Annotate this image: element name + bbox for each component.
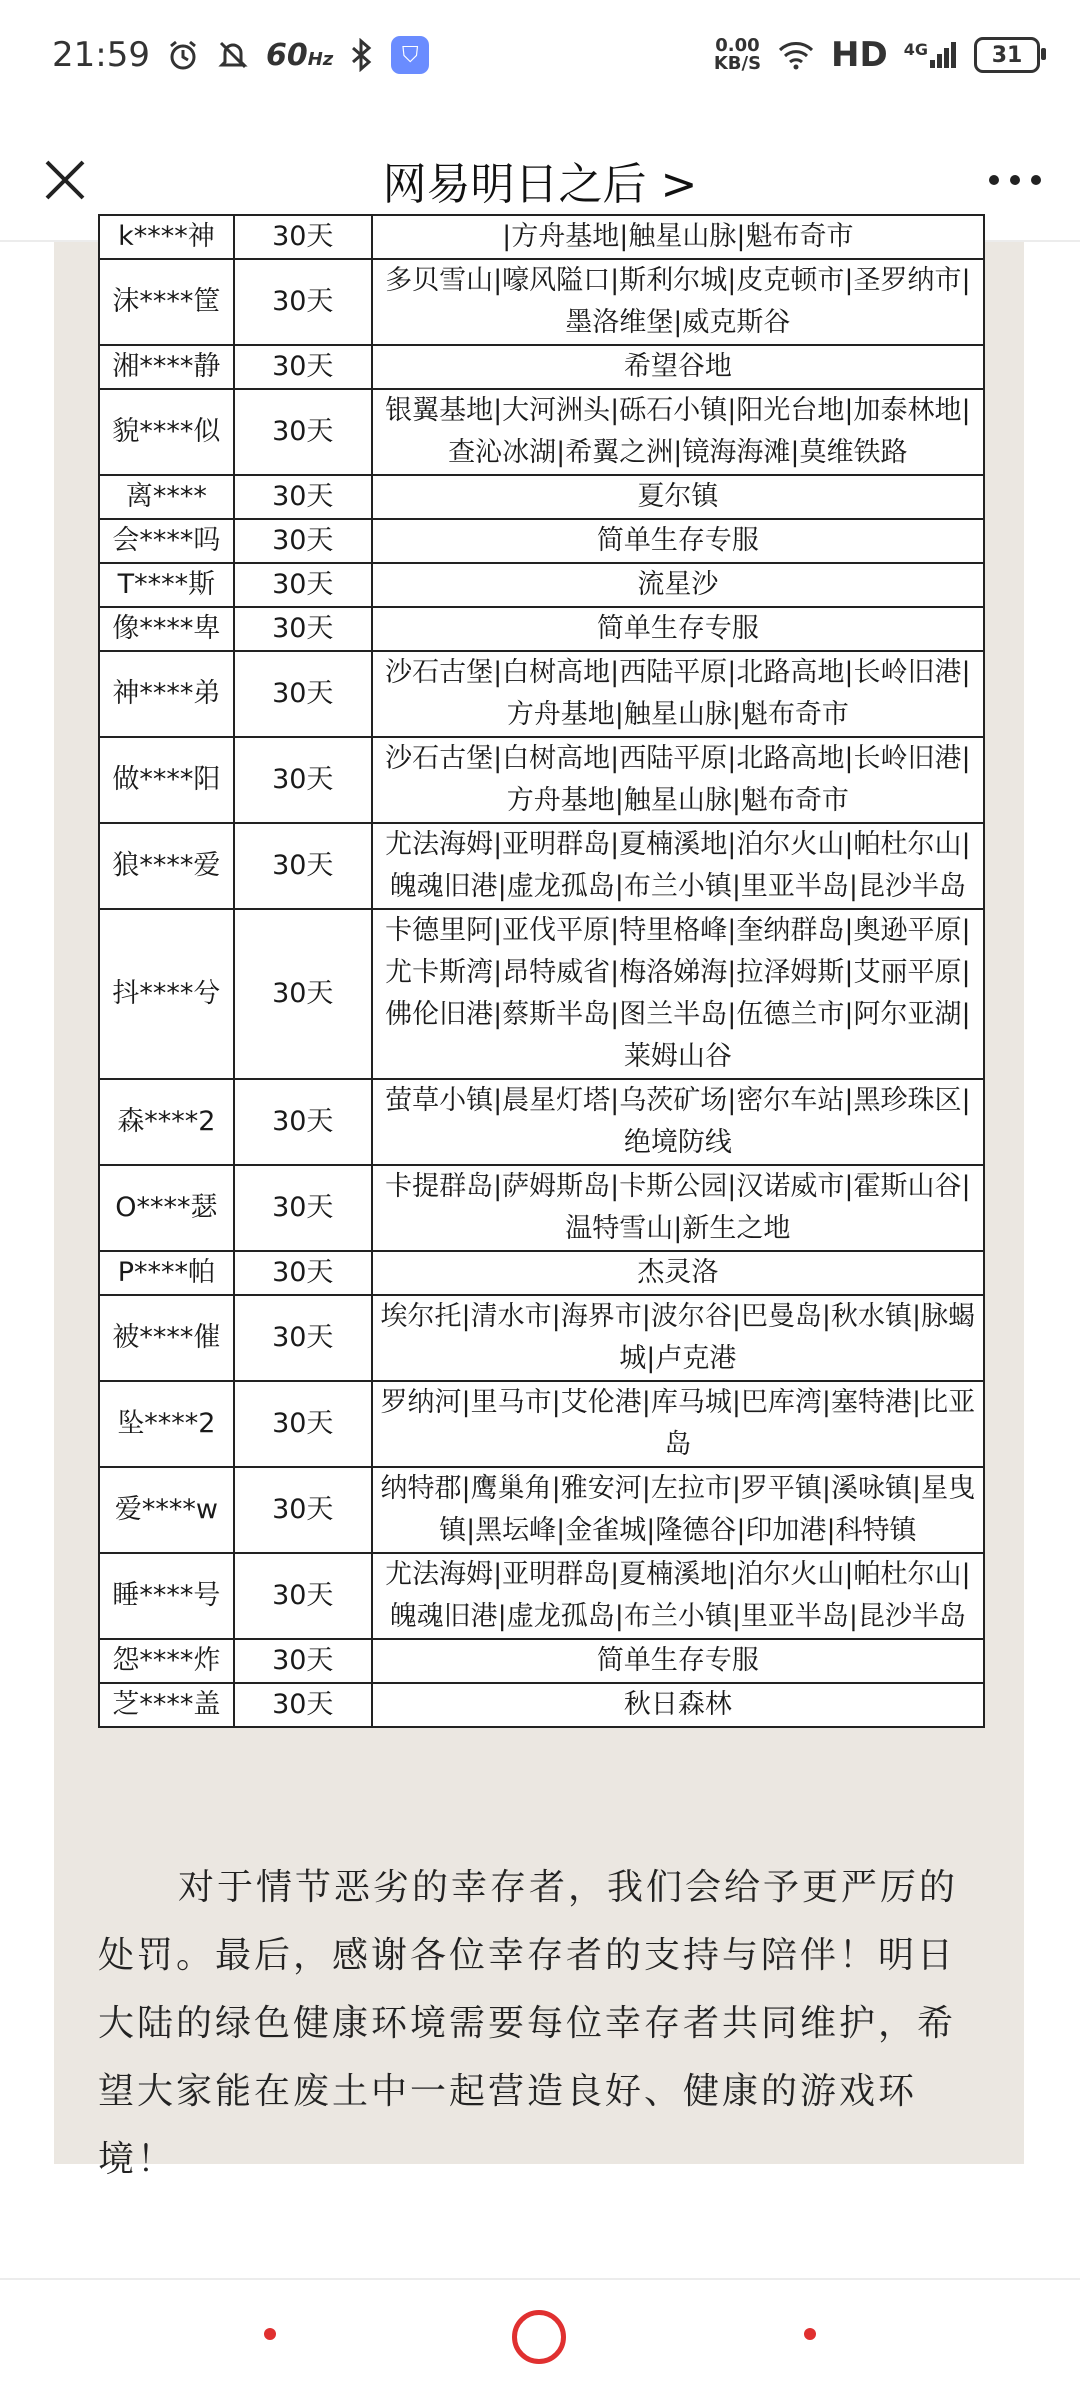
server-list-cell: 沙石古堡|白树高地|西陆平原|北路高地|长岭旧港|方舟基地|触星山脉|魁布奇市 — [372, 737, 984, 823]
table-row — [99, 1467, 984, 1553]
refresh-rate: 60Hz — [265, 37, 334, 73]
server-list-cell: 秋日森林 — [372, 1683, 984, 1727]
player-name-cell: 芝****盖 — [99, 1683, 234, 1727]
player-name-cell: T****斯 — [99, 563, 234, 607]
server-list-cell: 简单生存专服 — [372, 1639, 984, 1683]
player-name-cell: 怨****炸 — [99, 1639, 234, 1683]
player-name-cell: 做****阳 — [99, 737, 234, 823]
bottom-nav — [0, 2280, 1080, 2400]
ban-duration-cell: 30天 — [234, 1639, 372, 1683]
table-row — [99, 909, 984, 1079]
net-speed: 0.00 KB/S — [713, 35, 762, 74]
ban-duration-cell: 30天 — [234, 1467, 372, 1553]
server-list-cell: 卡德里阿|亚伐平原|特里格峰|奎纳群岛|奥逊平原|尤卡斯湾|昂特威省|梅洛娣海|拉泽姆斯|艾丽平原|佛伦旧港|蔡斯半岛|图兰半岛|伍德兰市|阿尔亚湖|莱姆山谷 — [372, 909, 984, 1079]
table-row — [99, 1553, 984, 1639]
server-list-cell: 纳特郡|鹰巢角|雅安河|左拉市|罗平镇|溪咏镇|星曳镇|黑坛峰|金雀城|隆德谷|印加港|科特镇 — [372, 1467, 984, 1553]
server-list-cell: 萤草小镇|晨星灯塔|乌茨矿场|密尔车站|黑珍珠区|绝境防线 — [372, 1079, 984, 1165]
table-row — [99, 563, 984, 607]
server-list-cell: 银翼基地|大河洲头|砾石小镇|阳光台地|加泰林地|查沁冰湖|希翼之洲|镜海海滩|莫维铁路 — [372, 389, 984, 475]
ban-duration-cell: 30天 — [234, 823, 372, 909]
player-name-cell: 貌****似 — [99, 389, 234, 475]
mute-icon — [216, 38, 250, 72]
ban-duration-cell: 30天 — [234, 1165, 372, 1251]
server-list-cell: 希望谷地 — [372, 345, 984, 389]
player-name-cell: 狼****爱 — [99, 823, 234, 909]
player-name-cell: 坠****2 — [99, 1381, 234, 1467]
bluetooth-icon — [349, 38, 375, 72]
server-list-cell: 简单生存专服 — [372, 607, 984, 651]
table-row — [99, 1381, 984, 1467]
server-list-cell: 尤法海姆|亚明群岛|夏楠溪地|泊尔火山|帕杜尔山|魄魂旧港|虚龙孤岛|布兰小镇|里亚半岛|昆沙半岛 — [372, 1553, 984, 1639]
server-list-cell: 沙石古堡|白树高地|西陆平原|北路高地|长岭旧港|方舟基地|触星山脉|魁布奇市 — [372, 651, 984, 737]
player-name-cell: 睡****号 — [99, 1553, 234, 1639]
more-icon — [987, 173, 1043, 187]
table-row — [99, 215, 984, 259]
table-row — [99, 1295, 984, 1381]
player-name-cell: 森****2 — [99, 1079, 234, 1165]
status-bar — [0, 0, 1080, 110]
table-row — [99, 737, 984, 823]
player-name-cell: 抖****兮 — [99, 909, 234, 1079]
server-list-cell: 多贝雪山|嚎风隘口|斯利尔城|皮克顿市|圣罗纳市|墨洛维堡|威克斯谷 — [372, 259, 984, 345]
player-name-cell: 像****卑 — [99, 607, 234, 651]
server-list-cell: 夏尔镇 — [372, 475, 984, 519]
more-button[interactable] — [980, 145, 1050, 215]
player-name-cell: 神****弟 — [99, 651, 234, 737]
table-row — [99, 607, 984, 651]
server-list-cell: 流星沙 — [372, 563, 984, 607]
status-bar-left — [52, 35, 429, 75]
signal-icon: 4G — [904, 40, 958, 70]
table-row — [99, 259, 984, 345]
ban-duration-cell: 30天 — [234, 1295, 372, 1381]
closing-paragraph: 对于情节恶劣的幸存者，我们会给予更严厉的处罚。最后，感谢各位幸存者的支持与陪伴！明日大陆的绿色健康环境需要每位幸存者共同维护，希望大家能在废土中一起营造良好、健康的游戏环境！ — [98, 1867, 959, 2180]
table-row — [99, 1079, 984, 1165]
app-shield-icon: ⛉ — [391, 36, 429, 74]
nav-dot-left-icon[interactable] — [264, 2328, 276, 2340]
alarm-icon — [166, 38, 200, 72]
ban-duration-cell: 30天 — [234, 345, 372, 389]
player-name-cell: 湘****静 — [99, 345, 234, 389]
ban-duration-cell: 30天 — [234, 1251, 372, 1295]
player-name-cell: 沫****筐 — [99, 259, 234, 345]
player-name-cell: O****瑟 — [99, 1165, 234, 1251]
page-title[interactable]: 网易明日之后 > — [382, 159, 698, 210]
server-list-cell: 卡提群岛|萨姆斯岛|卡斯公园|汉诺威市|霍斯山谷|温特雪山|新生之地 — [372, 1165, 984, 1251]
table-row — [99, 345, 984, 389]
ban-duration-cell: 30天 — [234, 389, 372, 475]
close-button[interactable] — [30, 145, 100, 215]
ban-duration-cell: 30天 — [234, 607, 372, 651]
table-row — [99, 519, 984, 563]
player-name-cell: P****帕 — [99, 1251, 234, 1295]
table-row — [99, 823, 984, 909]
ban-duration-cell: 30天 — [234, 259, 372, 345]
table-row — [99, 1683, 984, 1727]
server-list-cell: |方舟基地|触星山脉|魁布奇市 — [372, 215, 984, 259]
server-list-cell: 尤法海姆|亚明群岛|夏楠溪地|泊尔火山|帕杜尔山|魄魂旧港|虚龙孤岛|布兰小镇|里亚半岛|昆沙半岛 — [372, 823, 984, 909]
ban-duration-cell: 30天 — [234, 1079, 372, 1165]
server-list-cell: 罗纳河|里马市|艾伦港|库马城|巴库湾|塞特港|比亚岛 — [372, 1381, 984, 1467]
ban-duration-cell: 30天 — [234, 475, 372, 519]
status-time: 21:59 — [52, 35, 150, 75]
player-name-cell: k****神 — [99, 215, 234, 259]
ban-duration-cell: 30天 — [234, 651, 372, 737]
ban-duration-cell: 30天 — [234, 215, 372, 259]
status-bar-right — [714, 35, 1040, 75]
wifi-icon — [777, 40, 815, 70]
server-list-cell: 埃尔托|清水市|海界市|波尔谷|巴曼岛|秋水镇|脉蝎城|卢克港 — [372, 1295, 984, 1381]
battery-icon: 31 — [974, 37, 1040, 73]
server-list-cell: 简单生存专服 — [372, 519, 984, 563]
ban-duration-cell: 30天 — [234, 909, 372, 1079]
table-row — [99, 475, 984, 519]
ban-duration-cell: 30天 — [234, 1683, 372, 1727]
ban-duration-cell: 30天 — [234, 519, 372, 563]
ban-duration-cell: 30天 — [234, 1381, 372, 1467]
ban-duration-cell: 30天 — [234, 737, 372, 823]
ban-duration-cell: 30天 — [234, 1553, 372, 1639]
table-row — [99, 1251, 984, 1295]
nav-dot-right-icon[interactable] — [804, 2328, 816, 2340]
home-ring-icon[interactable] — [512, 2310, 566, 2364]
ban-duration-cell: 30天 — [234, 563, 372, 607]
player-name-cell: 会****吗 — [99, 519, 234, 563]
player-name-cell: 离**** — [99, 475, 234, 519]
table-body — [99, 215, 984, 1727]
table-row — [99, 651, 984, 737]
table-row — [99, 1639, 984, 1683]
close-icon — [43, 158, 87, 202]
table-row — [99, 1165, 984, 1251]
punishment-table — [98, 214, 985, 1728]
player-name-cell: 被****催 — [99, 1295, 234, 1381]
hd-label: HD — [831, 35, 888, 75]
article-content — [54, 221, 1024, 2180]
table-row — [99, 389, 984, 475]
server-list-cell: 杰灵洛 — [372, 1251, 984, 1295]
player-name-cell: 爱****w — [99, 1467, 234, 1553]
